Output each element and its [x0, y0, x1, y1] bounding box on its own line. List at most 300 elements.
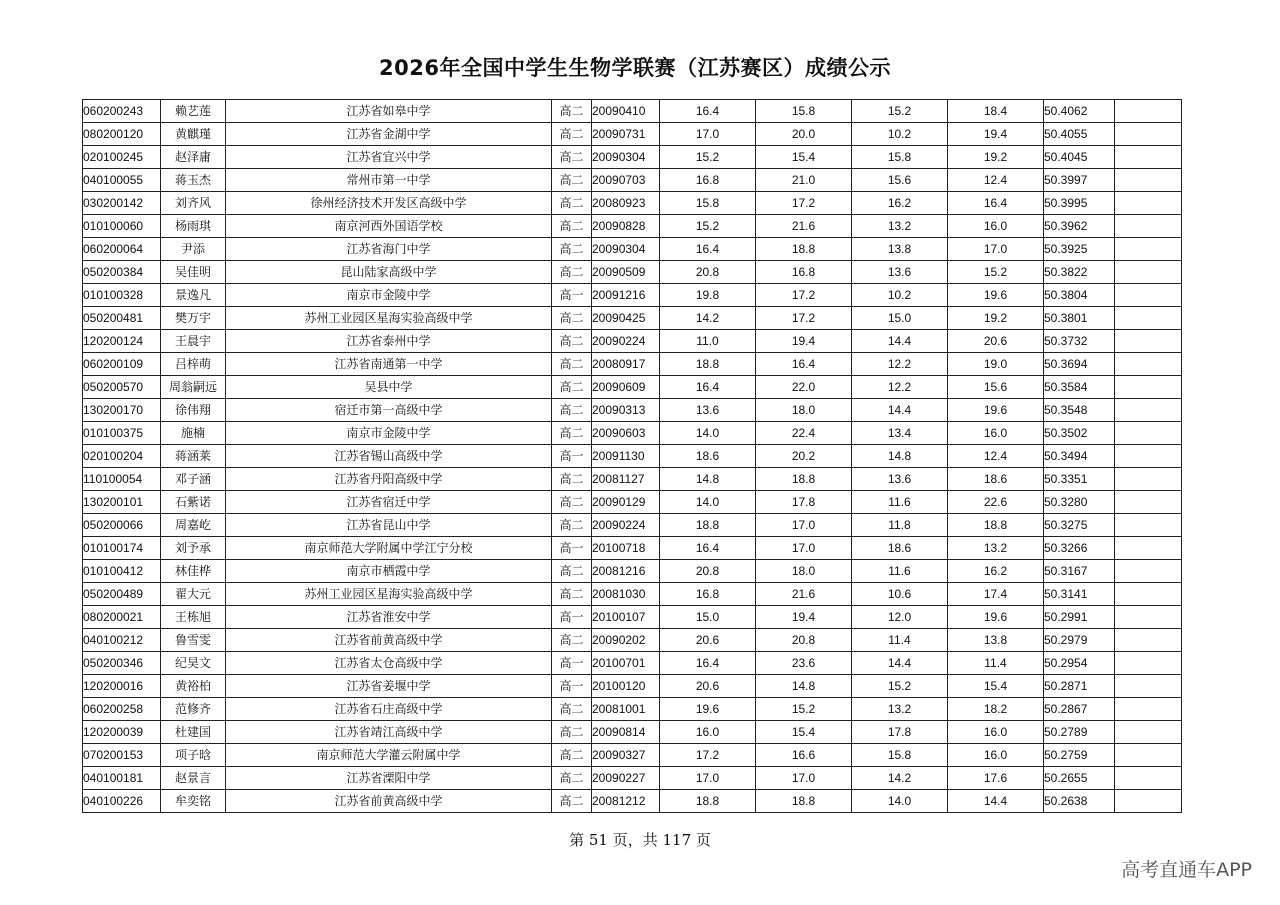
total-score-cell: 50.3502 — [1044, 422, 1115, 445]
total-score-cell: 50.2871 — [1044, 675, 1115, 698]
school-cell: 江苏省前黄高级中学 — [226, 790, 552, 813]
empty-cell — [1115, 261, 1182, 284]
candidate-id-cell: 060200064 — [83, 238, 161, 261]
name-cell: 周嘉屹 — [161, 514, 226, 537]
score-2-cell: 17.0 — [756, 767, 852, 790]
table-row — [83, 422, 1182, 445]
score-4-cell: 19.6 — [948, 606, 1044, 629]
total-score-cell: 50.3167 — [1044, 560, 1115, 583]
birthdate-cell: 20080923 — [592, 192, 660, 215]
grade-cell: 高二 — [552, 790, 592, 813]
birthdate-cell: 20090410 — [592, 100, 660, 123]
birthdate-cell: 20090304 — [592, 238, 660, 261]
birthdate-cell: 20090425 — [592, 307, 660, 330]
grade-cell: 高二 — [552, 422, 592, 445]
empty-cell — [1115, 284, 1182, 307]
empty-cell — [1115, 169, 1182, 192]
name-cell: 施楠 — [161, 422, 226, 445]
empty-cell — [1115, 790, 1182, 813]
school-cell: 南京师范大学附属中学江宁分校 — [226, 537, 552, 560]
table-row — [83, 514, 1182, 537]
empty-cell — [1115, 353, 1182, 376]
score-2-cell: 21.6 — [756, 215, 852, 238]
score-1-cell: 18.8 — [660, 790, 756, 813]
birthdate-cell: 20091216 — [592, 284, 660, 307]
name-cell: 赵景言 — [161, 767, 226, 790]
score-1-cell: 17.0 — [660, 123, 756, 146]
score-2-cell: 18.8 — [756, 238, 852, 261]
grade-cell: 高一 — [552, 675, 592, 698]
grade-cell: 高二 — [552, 744, 592, 767]
table-row — [83, 468, 1182, 491]
score-1-cell: 15.2 — [660, 215, 756, 238]
name-cell: 范修齐 — [161, 698, 226, 721]
score-4-cell: 19.0 — [948, 353, 1044, 376]
school-cell: 江苏省石庄高级中学 — [226, 698, 552, 721]
grade-cell: 高二 — [552, 330, 592, 353]
score-3-cell: 12.2 — [852, 376, 948, 399]
candidate-id-cell: 120200039 — [83, 721, 161, 744]
grade-cell: 高二 — [552, 399, 592, 422]
empty-cell — [1115, 606, 1182, 629]
score-4-cell: 19.6 — [948, 284, 1044, 307]
school-cell: 徐州经济技术开发区高级中学 — [226, 192, 552, 215]
score-2-cell: 14.8 — [756, 675, 852, 698]
school-cell: 江苏省南通第一中学 — [226, 353, 552, 376]
candidate-id-cell: 050200346 — [83, 652, 161, 675]
name-cell: 翟大元 — [161, 583, 226, 606]
score-1-cell: 20.6 — [660, 675, 756, 698]
candidate-id-cell: 080200120 — [83, 123, 161, 146]
birthdate-cell: 20081001 — [592, 698, 660, 721]
total-score-cell: 50.4062 — [1044, 100, 1115, 123]
candidate-id-cell: 110100054 — [83, 468, 161, 491]
score-2-cell: 18.0 — [756, 560, 852, 583]
watermark-logo: 高考直通车APP — [1121, 859, 1252, 881]
table-row — [83, 445, 1182, 468]
candidate-id-cell: 040100055 — [83, 169, 161, 192]
score-3-cell: 10.6 — [852, 583, 948, 606]
score-3-cell: 11.4 — [852, 629, 948, 652]
table-row — [83, 353, 1182, 376]
score-3-cell: 15.0 — [852, 307, 948, 330]
empty-cell — [1115, 307, 1182, 330]
score-3-cell: 15.8 — [852, 146, 948, 169]
score-3-cell: 11.6 — [852, 560, 948, 583]
score-2-cell: 17.8 — [756, 491, 852, 514]
total-score-cell: 50.2789 — [1044, 721, 1115, 744]
score-3-cell: 16.2 — [852, 192, 948, 215]
grade-cell: 高二 — [552, 583, 592, 606]
name-cell: 牟奕铭 — [161, 790, 226, 813]
table-row — [83, 100, 1182, 123]
score-4-cell: 13.8 — [948, 629, 1044, 652]
score-4-cell: 19.2 — [948, 307, 1044, 330]
score-3-cell: 15.8 — [852, 744, 948, 767]
score-4-cell: 19.6 — [948, 399, 1044, 422]
empty-cell — [1115, 215, 1182, 238]
score-3-cell: 11.6 — [852, 491, 948, 514]
candidate-id-cell: 060200243 — [83, 100, 161, 123]
score-3-cell: 10.2 — [852, 284, 948, 307]
score-4-cell: 17.0 — [948, 238, 1044, 261]
score-4-cell: 18.2 — [948, 698, 1044, 721]
grade-cell: 高二 — [552, 238, 592, 261]
table-row — [83, 146, 1182, 169]
score-1-cell: 19.8 — [660, 284, 756, 307]
birthdate-cell: 20090227 — [592, 767, 660, 790]
score-2-cell: 18.8 — [756, 468, 852, 491]
score-2-cell: 23.6 — [756, 652, 852, 675]
grade-cell: 高一 — [552, 537, 592, 560]
score-3-cell: 12.0 — [852, 606, 948, 629]
empty-cell — [1115, 560, 1182, 583]
score-3-cell: 13.4 — [852, 422, 948, 445]
total-score-cell: 50.3275 — [1044, 514, 1115, 537]
school-cell: 江苏省太仓高级中学 — [226, 652, 552, 675]
score-2-cell: 15.8 — [756, 100, 852, 123]
score-1-cell: 14.0 — [660, 422, 756, 445]
score-1-cell: 17.2 — [660, 744, 756, 767]
total-score-cell: 50.3822 — [1044, 261, 1115, 284]
school-cell: 南京市金陵中学 — [226, 284, 552, 307]
score-2-cell: 16.6 — [756, 744, 852, 767]
score-3-cell: 13.6 — [852, 261, 948, 284]
score-3-cell: 14.2 — [852, 767, 948, 790]
score-2-cell: 21.0 — [756, 169, 852, 192]
total-score-cell: 50.3801 — [1044, 307, 1115, 330]
score-2-cell: 17.2 — [756, 284, 852, 307]
grade-cell: 高二 — [552, 353, 592, 376]
school-cell: 江苏省溧阳中学 — [226, 767, 552, 790]
score-1-cell: 20.8 — [660, 560, 756, 583]
candidate-id-cell: 070200153 — [83, 744, 161, 767]
empty-cell — [1115, 330, 1182, 353]
name-cell: 王晨宇 — [161, 330, 226, 353]
score-1-cell: 17.0 — [660, 767, 756, 790]
total-score-cell: 50.3732 — [1044, 330, 1115, 353]
score-3-cell: 14.4 — [852, 330, 948, 353]
name-cell: 黄裕柏 — [161, 675, 226, 698]
grade-cell: 高一 — [552, 284, 592, 307]
candidate-id-cell: 010100060 — [83, 215, 161, 238]
candidate-id-cell: 050200489 — [83, 583, 161, 606]
grade-cell: 高二 — [552, 629, 592, 652]
school-cell: 南京市栖霞中学 — [226, 560, 552, 583]
school-cell: 江苏省锡山高级中学 — [226, 445, 552, 468]
score-2-cell: 20.8 — [756, 629, 852, 652]
score-2-cell: 15.2 — [756, 698, 852, 721]
scores-table — [82, 99, 1182, 813]
score-4-cell: 16.4 — [948, 192, 1044, 215]
school-cell: 江苏省姜堰中学 — [226, 675, 552, 698]
candidate-id-cell: 050200384 — [83, 261, 161, 284]
score-1-cell: 16.4 — [660, 100, 756, 123]
candidate-id-cell: 010100375 — [83, 422, 161, 445]
empty-cell — [1115, 376, 1182, 399]
name-cell: 杨雨琪 — [161, 215, 226, 238]
table-row — [83, 238, 1182, 261]
birthdate-cell: 20090731 — [592, 123, 660, 146]
grade-cell: 高二 — [552, 767, 592, 790]
score-4-cell: 19.2 — [948, 146, 1044, 169]
school-cell: 苏州工业园区星海实验高级中学 — [226, 307, 552, 330]
total-score-cell: 50.3280 — [1044, 491, 1115, 514]
score-3-cell: 14.4 — [852, 399, 948, 422]
table-row — [83, 560, 1182, 583]
score-1-cell: 15.0 — [660, 606, 756, 629]
name-cell: 景逸凡 — [161, 284, 226, 307]
score-2-cell: 17.2 — [756, 192, 852, 215]
table-row — [83, 330, 1182, 353]
score-2-cell: 20.2 — [756, 445, 852, 468]
school-cell: 江苏省宿迁中学 — [226, 491, 552, 514]
table-row — [83, 307, 1182, 330]
score-2-cell: 19.4 — [756, 330, 852, 353]
birthdate-cell: 20100120 — [592, 675, 660, 698]
total-score-cell: 50.3925 — [1044, 238, 1115, 261]
score-1-cell: 16.0 — [660, 721, 756, 744]
total-score-cell: 50.3694 — [1044, 353, 1115, 376]
empty-cell — [1115, 537, 1182, 560]
table-row — [83, 169, 1182, 192]
page-number: 第 51 页，共 117 页 — [569, 831, 711, 849]
score-3-cell: 14.8 — [852, 445, 948, 468]
empty-cell — [1115, 123, 1182, 146]
table-row — [83, 284, 1182, 307]
birthdate-cell: 20090603 — [592, 422, 660, 445]
grade-cell: 高二 — [552, 721, 592, 744]
birthdate-cell: 20090304 — [592, 146, 660, 169]
total-score-cell: 50.3548 — [1044, 399, 1115, 422]
score-3-cell: 13.2 — [852, 698, 948, 721]
birthdate-cell: 20090703 — [592, 169, 660, 192]
grade-cell: 高二 — [552, 514, 592, 537]
total-score-cell: 50.2991 — [1044, 606, 1115, 629]
empty-cell — [1115, 629, 1182, 652]
score-4-cell: 18.8 — [948, 514, 1044, 537]
grade-cell: 高二 — [552, 100, 592, 123]
empty-cell — [1115, 192, 1182, 215]
candidate-id-cell: 010100412 — [83, 560, 161, 583]
score-2-cell: 17.0 — [756, 514, 852, 537]
empty-cell — [1115, 146, 1182, 169]
name-cell: 吕梓萌 — [161, 353, 226, 376]
school-cell: 江苏省海门中学 — [226, 238, 552, 261]
candidate-id-cell: 050200570 — [83, 376, 161, 399]
birthdate-cell: 20090609 — [592, 376, 660, 399]
score-2-cell: 18.0 — [756, 399, 852, 422]
grade-cell: 高一 — [552, 652, 592, 675]
name-cell: 蒋玉杰 — [161, 169, 226, 192]
candidate-id-cell: 050200481 — [83, 307, 161, 330]
score-2-cell: 20.0 — [756, 123, 852, 146]
score-2-cell: 19.4 — [756, 606, 852, 629]
score-2-cell: 17.0 — [756, 537, 852, 560]
table-row — [83, 744, 1182, 767]
birthdate-cell: 20090327 — [592, 744, 660, 767]
score-4-cell: 16.0 — [948, 721, 1044, 744]
school-cell: 江苏省宜兴中学 — [226, 146, 552, 169]
score-2-cell: 17.2 — [756, 307, 852, 330]
empty-cell — [1115, 514, 1182, 537]
grade-cell: 高二 — [552, 307, 592, 330]
name-cell: 黄麒瑾 — [161, 123, 226, 146]
empty-cell — [1115, 468, 1182, 491]
total-score-cell: 50.3494 — [1044, 445, 1115, 468]
candidate-id-cell: 010100328 — [83, 284, 161, 307]
school-cell: 江苏省如皋中学 — [226, 100, 552, 123]
score-1-cell: 18.8 — [660, 353, 756, 376]
name-cell: 鲁雪雯 — [161, 629, 226, 652]
score-1-cell: 16.4 — [660, 537, 756, 560]
total-score-cell: 50.3584 — [1044, 376, 1115, 399]
total-score-cell: 50.3997 — [1044, 169, 1115, 192]
school-cell: 江苏省昆山中学 — [226, 514, 552, 537]
name-cell: 邓子涵 — [161, 468, 226, 491]
empty-cell — [1115, 399, 1182, 422]
birthdate-cell: 20081212 — [592, 790, 660, 813]
candidate-id-cell: 040100226 — [83, 790, 161, 813]
table-row — [83, 376, 1182, 399]
birthdate-cell: 20090224 — [592, 514, 660, 537]
school-cell: 苏州工业园区星海实验高级中学 — [226, 583, 552, 606]
score-1-cell: 14.2 — [660, 307, 756, 330]
empty-cell — [1115, 583, 1182, 606]
score-1-cell: 15.8 — [660, 192, 756, 215]
score-1-cell: 14.0 — [660, 491, 756, 514]
grade-cell: 高二 — [552, 491, 592, 514]
score-1-cell: 16.4 — [660, 376, 756, 399]
score-4-cell: 17.4 — [948, 583, 1044, 606]
score-4-cell: 16.0 — [948, 422, 1044, 445]
score-4-cell: 18.6 — [948, 468, 1044, 491]
name-cell: 杜建国 — [161, 721, 226, 744]
grade-cell: 高二 — [552, 192, 592, 215]
name-cell: 吴佳明 — [161, 261, 226, 284]
candidate-id-cell: 010100174 — [83, 537, 161, 560]
candidate-id-cell: 040100212 — [83, 629, 161, 652]
score-4-cell: 20.6 — [948, 330, 1044, 353]
total-score-cell: 50.4055 — [1044, 123, 1115, 146]
score-4-cell: 22.6 — [948, 491, 1044, 514]
birthdate-cell: 20081216 — [592, 560, 660, 583]
total-score-cell: 50.4045 — [1044, 146, 1115, 169]
score-3-cell: 13.2 — [852, 215, 948, 238]
score-3-cell: 15.2 — [852, 100, 948, 123]
empty-cell — [1115, 744, 1182, 767]
score-4-cell: 19.4 — [948, 123, 1044, 146]
score-4-cell: 16.0 — [948, 215, 1044, 238]
empty-cell — [1115, 675, 1182, 698]
candidate-id-cell: 120200124 — [83, 330, 161, 353]
score-4-cell: 17.6 — [948, 767, 1044, 790]
table-row — [83, 790, 1182, 813]
empty-cell — [1115, 652, 1182, 675]
empty-cell — [1115, 491, 1182, 514]
score-1-cell: 16.4 — [660, 652, 756, 675]
score-2-cell: 16.4 — [756, 353, 852, 376]
score-4-cell: 12.4 — [948, 445, 1044, 468]
empty-cell — [1115, 445, 1182, 468]
score-4-cell: 12.4 — [948, 169, 1044, 192]
grade-cell: 高二 — [552, 560, 592, 583]
birthdate-cell: 20081127 — [592, 468, 660, 491]
score-4-cell: 15.6 — [948, 376, 1044, 399]
table-row — [83, 491, 1182, 514]
total-score-cell: 50.2954 — [1044, 652, 1115, 675]
score-2-cell: 22.0 — [756, 376, 852, 399]
score-2-cell: 22.4 — [756, 422, 852, 445]
school-cell: 南京河西外国语学校 — [226, 215, 552, 238]
empty-cell — [1115, 721, 1182, 744]
scores-table-body — [83, 100, 1182, 813]
candidate-id-cell: 120200016 — [83, 675, 161, 698]
score-1-cell: 18.6 — [660, 445, 756, 468]
score-3-cell: 18.6 — [852, 537, 948, 560]
table-row — [83, 606, 1182, 629]
table-row — [83, 652, 1182, 675]
name-cell: 刘予承 — [161, 537, 226, 560]
total-score-cell: 50.2759 — [1044, 744, 1115, 767]
table-row — [83, 698, 1182, 721]
grade-cell: 高一 — [552, 606, 592, 629]
score-2-cell: 21.6 — [756, 583, 852, 606]
name-cell: 林佳桦 — [161, 560, 226, 583]
score-4-cell: 18.4 — [948, 100, 1044, 123]
grade-cell: 高二 — [552, 215, 592, 238]
score-1-cell: 18.8 — [660, 514, 756, 537]
score-1-cell: 15.2 — [660, 146, 756, 169]
score-2-cell: 15.4 — [756, 721, 852, 744]
score-1-cell: 20.8 — [660, 261, 756, 284]
table-row — [83, 583, 1182, 606]
birthdate-cell: 20100107 — [592, 606, 660, 629]
empty-cell — [1115, 100, 1182, 123]
score-4-cell: 14.4 — [948, 790, 1044, 813]
name-cell: 尹添 — [161, 238, 226, 261]
score-1-cell: 19.6 — [660, 698, 756, 721]
score-4-cell: 15.2 — [948, 261, 1044, 284]
candidate-id-cell: 040100181 — [83, 767, 161, 790]
score-1-cell: 20.6 — [660, 629, 756, 652]
birthdate-cell: 20090828 — [592, 215, 660, 238]
candidate-id-cell: 060200258 — [83, 698, 161, 721]
birthdate-cell: 20100718 — [592, 537, 660, 560]
grade-cell: 高二 — [552, 123, 592, 146]
total-score-cell: 50.3804 — [1044, 284, 1115, 307]
name-cell: 蒋涵莱 — [161, 445, 226, 468]
total-score-cell: 50.3351 — [1044, 468, 1115, 491]
table-row — [83, 675, 1182, 698]
empty-cell — [1115, 422, 1182, 445]
table-row — [83, 399, 1182, 422]
birthdate-cell: 20090814 — [592, 721, 660, 744]
school-cell: 昆山陆家高级中学 — [226, 261, 552, 284]
candidate-id-cell: 020100245 — [83, 146, 161, 169]
grade-cell: 高二 — [552, 698, 592, 721]
candidate-id-cell: 060200109 — [83, 353, 161, 376]
empty-cell — [1115, 767, 1182, 790]
birthdate-cell: 20091130 — [592, 445, 660, 468]
score-1-cell: 16.8 — [660, 583, 756, 606]
table-row — [83, 721, 1182, 744]
name-cell: 纪昊文 — [161, 652, 226, 675]
school-cell: 南京师范大学灌云附属中学 — [226, 744, 552, 767]
score-4-cell: 13.2 — [948, 537, 1044, 560]
empty-cell — [1115, 238, 1182, 261]
table-row — [83, 215, 1182, 238]
